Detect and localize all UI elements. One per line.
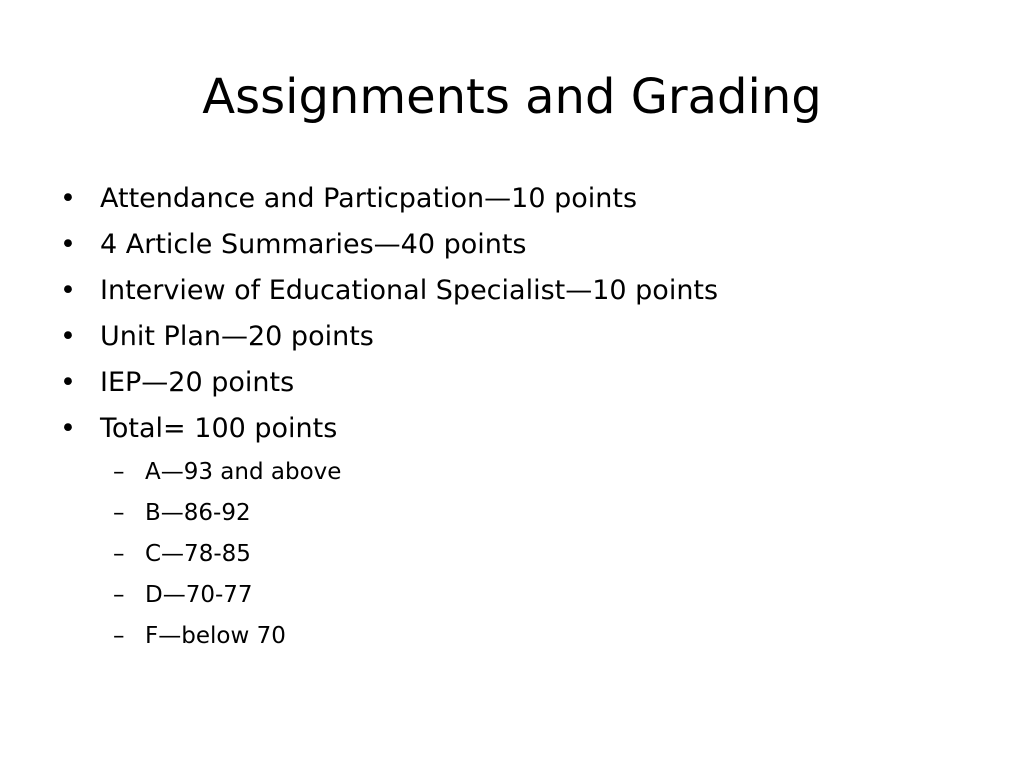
sub-bullet-marker: –: [113, 541, 125, 567]
bullet-item-attendance: [60, 176, 980, 222]
grade-item-f: [60, 616, 980, 657]
bullet-marker: •: [60, 413, 76, 444]
sub-bullet-marker: –: [113, 623, 125, 649]
bullet-text: 4 Article Summaries—40 points: [100, 229, 527, 260]
bullet-item-article-summaries: [60, 222, 980, 268]
bullet-item-iep: [60, 360, 980, 406]
bullet-marker: •: [60, 321, 76, 352]
grade-item-a: [60, 452, 980, 493]
grade-text: F—below 70: [145, 623, 286, 649]
bullet-item-total: [60, 406, 980, 452]
bullet-marker: •: [60, 229, 76, 260]
grade-text: B—86-92: [145, 500, 251, 526]
bullet-item-interview: [60, 268, 980, 314]
bullet-marker: •: [60, 367, 76, 398]
bullet-text: Attendance and Particpation—10 points: [100, 183, 638, 214]
grade-item-b: [60, 493, 980, 534]
sub-bullet-marker: –: [113, 582, 125, 608]
bullet-item-unit-plan: [60, 314, 980, 360]
bullet-marker: •: [60, 275, 76, 306]
grade-text: D—70-77: [145, 582, 253, 608]
sub-bullet-marker: –: [113, 500, 125, 526]
grade-text: C—78-85: [145, 541, 251, 567]
bullet-text: Total= 100 points: [100, 413, 338, 444]
grade-text: A—93 and above: [145, 459, 342, 485]
grade-item-c: [60, 534, 980, 575]
sub-bullet-marker: –: [113, 459, 125, 485]
slide-title: Assignments and Grading: [202, 69, 822, 125]
bullet-list: [60, 176, 980, 452]
grade-item-d: [60, 575, 980, 616]
bullet-text: IEP—20 points: [100, 367, 295, 398]
bullet-text: Unit Plan—20 points: [100, 321, 374, 352]
grade-scale-list: [60, 452, 980, 657]
bullet-marker: •: [60, 183, 76, 214]
bullet-text: Interview of Educational Specialist—10 points: [100, 275, 719, 306]
